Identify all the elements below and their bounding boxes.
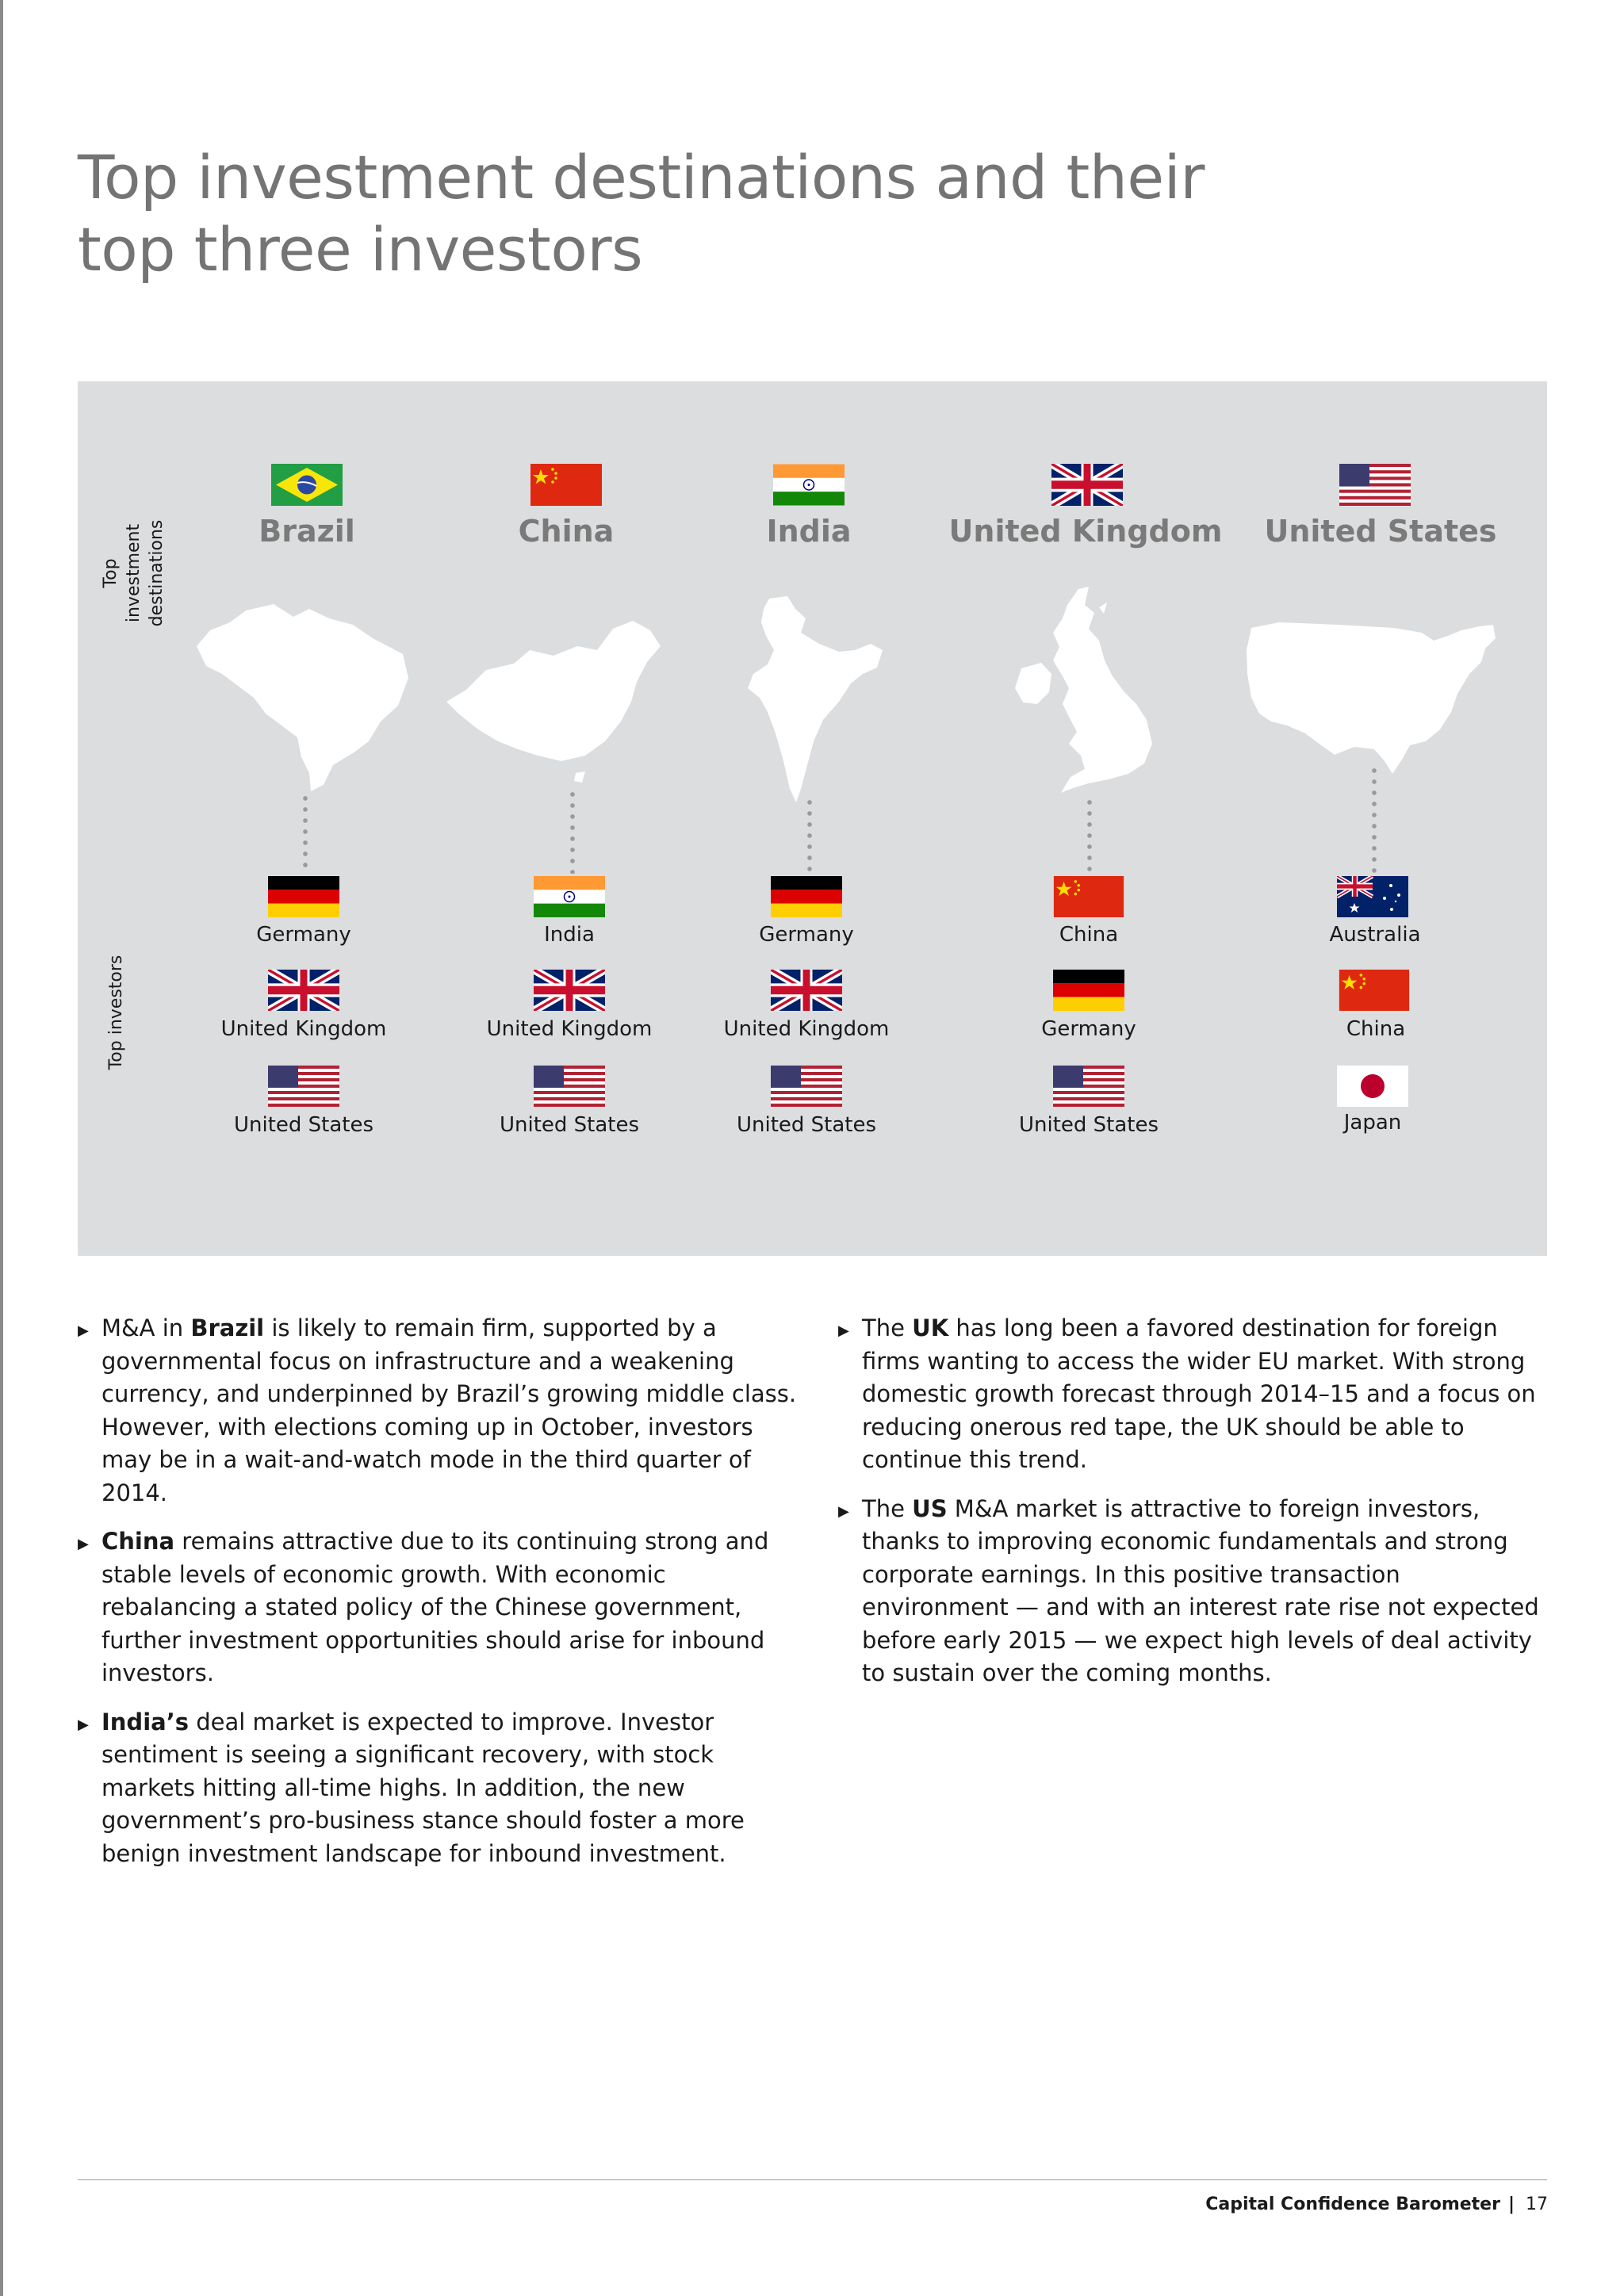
connector-dots	[1087, 797, 1092, 874]
bullet-paragraph: ▶ The US M&A market is attractive to foreign investors, thanks to improving economic fundamentals and strong corporate earnings. In this positive transaction environment — and with an interest rate rise not expected before early 2015 — we expect high levels of deal activity to sustain over the coming months.	[838, 1494, 1539, 1686]
investor-label: United States	[233, 1113, 374, 1137]
uk-flag-icon	[771, 970, 842, 1011]
bullet-paragraph: ▶ China remains attractive due to its continuing strong and stable levels of economic growth. With economic rebalancing a stated policy of the Chinese government, further investment opportunities should arise for inbound investors.	[78, 1528, 769, 1686]
china-map-icon	[442, 614, 665, 789]
investor-label: United States	[1018, 1113, 1159, 1137]
investor-label: China	[1059, 923, 1119, 947]
bullet-paragraph: ▶ The UK has long been a favored destination for foreign firms wanting to access the wider EU market. With strong domestic growth forecast through 2014–15 and a focus on reducing onerous red tape, the UK should be able to continue this trend.	[838, 1314, 1536, 1473]
investor-label: United States	[736, 1113, 877, 1137]
destination-name: United States	[1264, 514, 1497, 549]
page-title-line-1: Top investment destinations and their	[78, 142, 1205, 212]
bullet-triangle-icon: ▶	[78, 1716, 89, 1733]
page-title	[78, 141, 1267, 285]
bullet-paragraph: ▶ India’s deal market is expected to improve. Investor sentiment is seeing a significant recovery, with stock markets hitting all-time highs. In addition, the new government’s pro-business stance should foster a more benign investment landscape for inbound investment.	[78, 1708, 745, 1867]
china-flag-icon	[1053, 876, 1124, 917]
page-title-line-2: top three investors	[78, 214, 643, 285]
us-map-icon	[1243, 618, 1499, 777]
row-label-destinations: Top investment destinations	[101, 519, 167, 627]
china-flag-icon	[530, 464, 602, 506]
row-label-investors: Top investors	[106, 955, 126, 1070]
page-edge	[0, 0, 3, 2296]
destination-name: Brazil	[259, 514, 355, 549]
germany-flag-icon	[1053, 970, 1124, 1011]
investor-label: Germany	[759, 923, 854, 947]
investor-label: United Kingdom	[220, 1017, 387, 1041]
germany-flag-icon	[771, 876, 842, 917]
germany-flag-icon	[268, 876, 339, 917]
us-flag-icon	[1339, 464, 1411, 506]
investor-label: Germany	[1041, 1017, 1136, 1041]
page-footer	[1205, 2195, 1548, 2214]
destination-name: India	[766, 514, 852, 549]
brazil-map-icon	[190, 595, 412, 793]
india-map-icon	[744, 595, 887, 805]
publication-name: Capital Confidence Barometer	[1205, 2195, 1500, 2214]
connector-dots	[303, 793, 308, 874]
bullet-triangle-icon: ▶	[838, 1502, 849, 1520]
uk-map-icon	[1005, 585, 1164, 823]
bullet-triangle-icon: ▶	[78, 1536, 89, 1552]
investor-label: United Kingdom	[723, 1017, 890, 1041]
us-flag-icon	[534, 1066, 605, 1107]
connector-dots	[807, 797, 812, 874]
investor-label: Germany	[256, 923, 351, 947]
bullet-triangle-icon: ▶	[78, 1322, 89, 1339]
connector-dots	[1372, 765, 1377, 874]
bullet-triangle-icon: ▶	[838, 1322, 849, 1339]
investor-label: India	[544, 923, 595, 947]
page-number: 17	[1526, 2195, 1548, 2214]
china-flag-icon	[1339, 970, 1410, 1011]
india-flag-icon	[534, 876, 605, 917]
us-flag-icon	[1053, 1066, 1124, 1107]
uk-flag-icon	[534, 970, 605, 1011]
body-column-right	[838, 1312, 1553, 1706]
japan-flag-icon	[1337, 1066, 1408, 1107]
destination-name: United Kingdom	[948, 514, 1223, 549]
australia-flag-icon	[1337, 876, 1408, 917]
bullet-paragraph: ▶ M&A in Brazil is likely to remain firm, supported by a governmental focus on infrastructure and a weakening currency, and underpinned by Brazil’s growing middle class. However, with elections coming up in October, investors may be in a wait-and-watch mode in the third quarter of 2014.	[78, 1314, 797, 1506]
uk-flag-icon	[1051, 464, 1123, 506]
us-flag-icon	[771, 1066, 842, 1107]
destination-name: China	[518, 514, 615, 549]
investor-label: China	[1346, 1017, 1406, 1041]
footer-separator: |	[1507, 2195, 1515, 2214]
brazil-flag-icon	[271, 464, 343, 506]
investor-label: United Kingdom	[486, 1017, 653, 1041]
body-column-left	[78, 1312, 799, 1886]
us-flag-icon	[268, 1066, 339, 1107]
india-flag-icon	[773, 464, 845, 506]
uk-flag-icon	[268, 970, 339, 1011]
investor-label: Japan	[1343, 1111, 1402, 1135]
connector-dots	[570, 789, 575, 874]
investor-label: United States	[499, 1113, 640, 1137]
investor-label: Australia	[1329, 923, 1421, 947]
footer-divider	[78, 2179, 1547, 2180]
